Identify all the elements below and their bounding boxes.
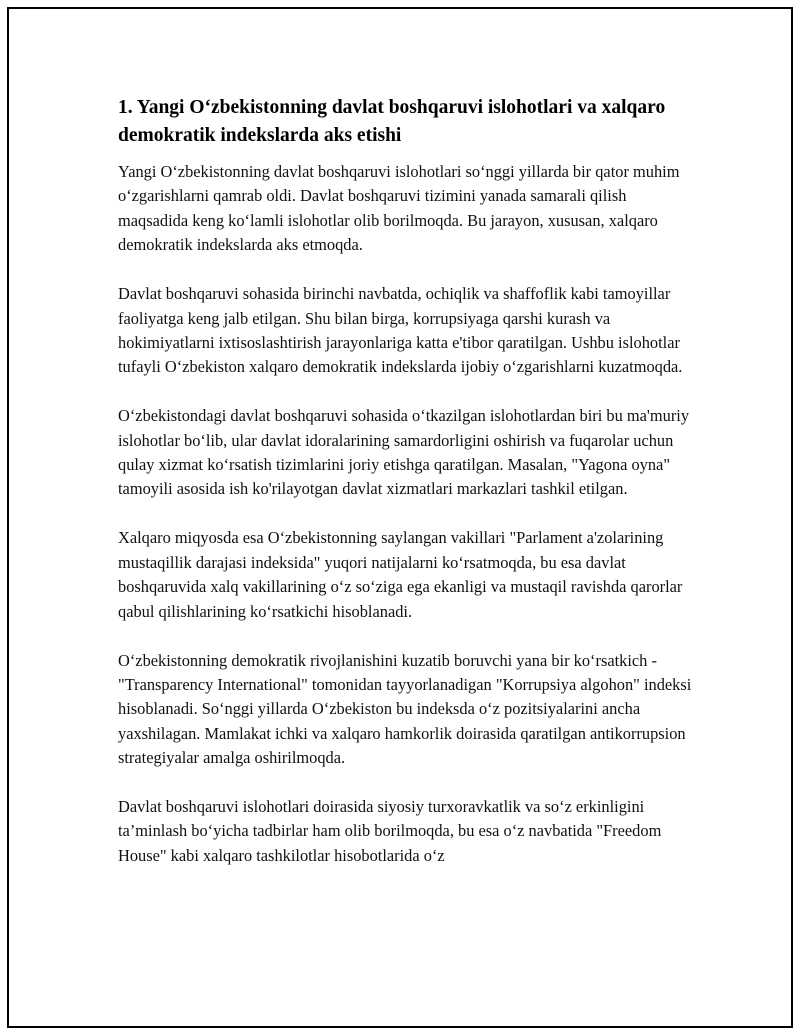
paragraph-6: Davlat boshqaruvi islohotlari doirasida siyosiy turxoravkatlik va so‘z erkinligini ta’minlash bo‘yicha tadbirlar ham olib borilmoqda, bu esa o‘z navbatida "Freedom House" kabi xalqaro tashkilotlar hisobotlarida o‘z: [118, 797, 662, 865]
section-heading: 1. Yangi O‘zbekistonning davlat boshqaruvi islohotlari va xalqaro demokratik indekslarda aks etishi: [118, 97, 666, 146]
document-body: [118, 94, 698, 893]
paragraph-4: Xalqaro miqyosda esa O‘zbekistonning saylangan vakillari "Parlament a'zolarining mustaqillik darajasi indeksida" yuqori natijalarni ko‘rsatmoqda, bu esa davlat boshqaruvida xalq vakillarining o‘z so‘ziga ega ekanligi va mustaqil ravishda qarorlar qabul qilishlarining ko‘rsatkichi hisoblanadi.: [118, 528, 683, 621]
paragraph-5: O‘zbekistonning demokratik rivojlanishini kuzatib boruvchi yana bir ko‘rsatkich - "Transparency International" tomonidan tayyorlanadigan "Korrupsiya algohon" indeksi hisoblanadi. So‘nggi yillarda O‘zbekiston bu indeksda o‘z pozitsiyalarini ancha yaxshilagan. Mamlakat ichki va xalqaro hamkorlik doirasida qaratilgan antikorrupsion strategiyalar amalga oshirilmoqda.: [118, 650, 692, 768]
paragraph-1: Yangi O‘zbekistonning davlat boshqaruvi islohotlari so‘nggi yillarda bir qator muhim o‘zgarishlarni qamrab oldi. Davlat boshqaruvi tizimini yanada samarali qilish maqsadida keng ko‘lamli islohotlar olib borilmoqda. Bu jarayon, xususan, xalqaro demokratik indekslarda aks etmoqda.: [118, 162, 680, 255]
paragraph-2: Davlat boshqaruvi sohasida birinchi navbatda, ochiqlik va shaffoflik kabi tamoyillar faoliyatga keng jalb etilgan. Shu bilan birga, korrupsiyaga qarshi kurash va hokimiyatlarni ixtisoslashtirish jarayonlariga katta e'tibor qaratilgan. Ushbu islohotlar tufayli O‘zbekiston xalqaro demokratik indekslarda ijobiy o‘zgarishlarni kuzatmoqda.: [118, 284, 683, 377]
paragraph-3: O‘zbekistondagi davlat boshqaruvi sohasida o‘tkazilgan islohotlardan biri bu ma'muriy islohotlar bo‘lib, ular davlat idoralarining samardorligini oshirish va fuqarolar uchun qulay xizmat ko‘rsatish tizimlarini joriy etishga qaratilgan. Masalan, "Yagona oyna" tamoyili asosida ish ko'rilayotgan davlat xizmatlari markazlari tashkil etilgan.: [118, 406, 690, 499]
